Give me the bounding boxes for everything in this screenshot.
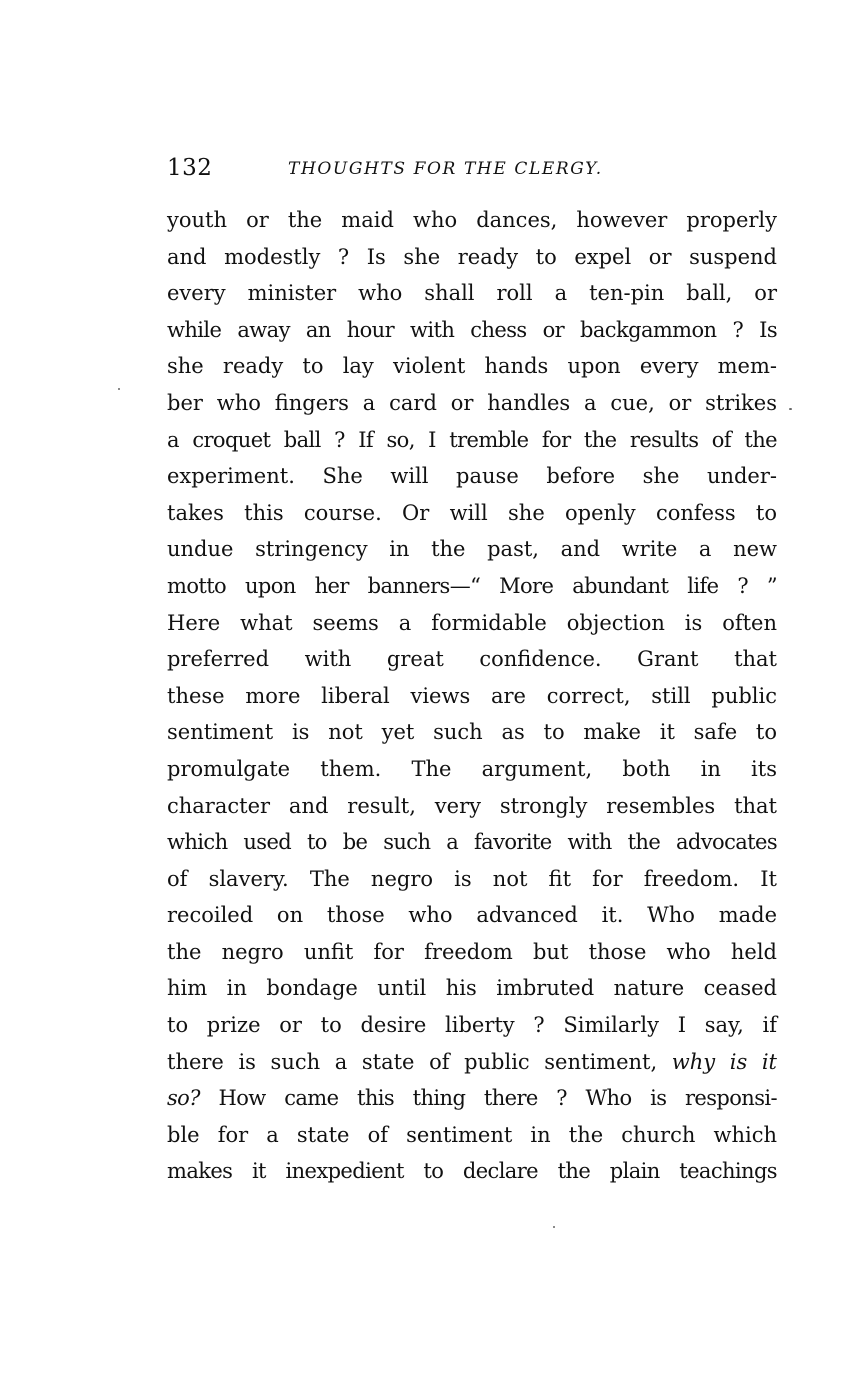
text-line: youth or the maid who dances, however properly bbox=[167, 208, 777, 232]
running-title: THOUGHTS FOR THE CLERGY. bbox=[288, 159, 603, 179]
emphasis-text: why is it bbox=[671, 1049, 777, 1074]
text-line: promulgate them. The argument, both in its bbox=[167, 756, 777, 781]
text-line: these more liberal views are correct, still public bbox=[167, 683, 777, 708]
text-line: she ready to lay violent hands upon every mem- bbox=[167, 354, 777, 379]
text-line-with-emphasis bbox=[167, 1080, 777, 1117]
text-line: motto upon her banners—“ More abundant life ? ” bbox=[167, 573, 777, 598]
paper-speck bbox=[118, 388, 120, 390]
paper-speck bbox=[789, 408, 792, 410]
text-line: to prize or to desire liberty ? Similarly I say, if bbox=[167, 1013, 777, 1038]
text-line: every minister who shall roll a ten-pin ball, or bbox=[167, 281, 777, 306]
text-line: him in bondage until his imbruted nature ceased bbox=[167, 976, 777, 1001]
text-line: ber who fingers a card or handles a cue, or strikes bbox=[167, 390, 777, 415]
text-line: takes this course. Or will she openly confess to bbox=[167, 500, 777, 525]
text-line-with-emphasis bbox=[167, 1044, 777, 1081]
text-line: a croquet ball ? If so, I tremble for the results of the bbox=[167, 427, 777, 452]
text-line: preferred with great confidence. Grant that bbox=[167, 647, 777, 672]
text-line: and modestly ? Is she ready to expel or suspend bbox=[167, 244, 777, 269]
text-line: makes it inexpedient to declare the plain teachings bbox=[167, 1159, 777, 1184]
text-line: sentiment is not yet such as to make it safe to bbox=[167, 720, 777, 745]
text-line: Here what seems a formidable objection is often bbox=[167, 610, 777, 635]
text-line: recoiled on those who advanced it. Who made bbox=[167, 903, 777, 928]
text-line: which used to be such a favorite with the advocates bbox=[167, 830, 777, 855]
text-line: the negro unfit for freedom but those who held bbox=[167, 939, 777, 964]
line-text: How came this thing there ? Who is responsi- bbox=[218, 1086, 778, 1111]
line-text: there is such a state of public sentiment, bbox=[167, 1049, 658, 1074]
paper-speck bbox=[553, 1226, 555, 1228]
text-line: character and result, very strongly resembles that bbox=[167, 793, 777, 818]
running-head bbox=[167, 150, 777, 190]
text-line: ble for a state of sentiment in the church which bbox=[167, 1122, 777, 1147]
text-line: of slavery. The negro is not fit for freedom. It bbox=[167, 866, 777, 891]
text-line: undue stringency in the past, and write a new bbox=[167, 537, 777, 562]
emphasis-text: so? bbox=[167, 1086, 200, 1111]
text-line: experiment. She will pause before she under- bbox=[167, 464, 777, 489]
body-text bbox=[167, 202, 777, 1190]
page-number: 132 bbox=[167, 155, 213, 181]
text-line: while away an hour with chess or backgammon ? Is bbox=[167, 317, 777, 342]
